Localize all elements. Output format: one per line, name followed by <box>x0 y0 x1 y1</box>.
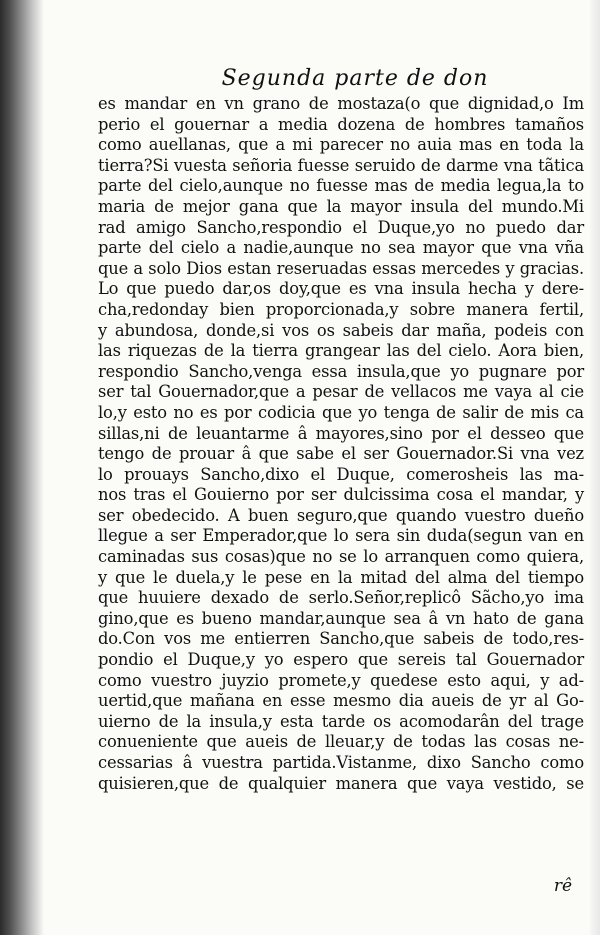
text-line: y abundosa, donde,si vos os sabeis dar maña, podeis con <box>98 320 584 340</box>
text-line: tierra?Si vuesta señoria fuesse seruido de darme vna tãtica <box>98 155 584 175</box>
catchword: rê <box>553 876 572 896</box>
gutter-shadow <box>0 0 44 935</box>
text-line: perio el gouernar a media dozena de hombres tamaños <box>98 114 584 134</box>
text-line: nos tras el Gouierno por ser dulcissima cosa el mandar, y <box>98 485 584 505</box>
text-line: como auellanas, que a mi parecer no auia mas en toda la <box>98 135 584 155</box>
text-line: parte del cielo a nadie,aunque no sea mayor que vna vña <box>98 238 584 258</box>
body-text <box>98 94 584 794</box>
text-line: parte del cielo,aunque no fuesse mas de media legua,la to <box>98 176 584 196</box>
text-line: es mandar en vn grano de mostaza(o que dignidad,o Im <box>98 94 584 113</box>
text-line: sillas,ni de leuantarme â mayores,sino por el desseo que <box>98 423 584 443</box>
text-line: uertid,que mañana en esse mesmo dia aueis de yr al Go- <box>98 691 584 711</box>
text-line: conueniente que aueis de lleuar,y de todas las cosas ne- <box>98 732 584 752</box>
running-header: Segunda parte de don <box>221 66 489 91</box>
text-line: cessarias â vuestra partida.Vistanme, dixo Sancho como <box>98 753 584 772</box>
text-line: maria de mejor gana que la mayor insula del mundo.Mi <box>98 196 584 216</box>
text-line: que a solo Dios estan reseruadas essas mercedes y gracias. <box>98 258 584 278</box>
text-line: ser tal Gouernador,que a pesar de vellacos me vaya al cie <box>98 382 584 402</box>
text-line: quisieren,que de qualquier manera que vaya vestido, se <box>98 773 584 793</box>
text-line: Lo que puedo dar,os doy,que es vna insula hecha y dere- <box>98 279 584 299</box>
text-line: do.Con vos me entierren Sancho,que sabeis de todo,res- <box>98 629 584 649</box>
text-line: y que le duela,y le pese en la mitad del alma del tiempo <box>98 567 584 587</box>
text-line: lo,y esto no es por codicia que yo tenga de salir de mis ca <box>98 402 584 422</box>
text-line: las riquezas de la tierra grangear las del cielo. Aora bien, <box>98 341 584 361</box>
text-line: rad amigo Sancho,respondio el Duque,yo no puedo dar <box>98 217 584 237</box>
text-line: como vuestro juyzio promete,y quedese esto aqui, y ad- <box>98 670 584 690</box>
text-line: caminadas sus cosas)que no se lo arranquen como quiera, <box>98 547 584 567</box>
text-line: respondio Sancho,venga essa insula,que yo pugnare por <box>98 361 584 381</box>
text-line: uierno de la insula,y esta tarde os acomodarân del trage <box>98 711 584 731</box>
page-edge <box>590 0 600 935</box>
text-line: cha,redonday bien proporcionada,y sobre manera fertil, <box>98 299 584 319</box>
text-line: gino,que es bueno mandar,aunque sea â vn hato de gana <box>98 608 584 628</box>
text-line: pondio el Duque,y yo espero que sereis tal Gouernador <box>98 650 584 670</box>
text-line: ser obedecido. A buen seguro,que quando vuestro dueño <box>98 505 584 525</box>
text-line: que huuiere dexado de serlo.Señor,replicô Sãcho,yo ima <box>98 588 584 608</box>
text-line: tengo de prouar â que sabe el ser Gouernador.Si vna vez <box>98 444 584 464</box>
text-line: lo prouays Sancho,dixo el Duque, comerosheis las ma- <box>98 464 584 484</box>
text-line: llegue a ser Emperador,que lo sera sin duda(segun van en <box>98 526 584 546</box>
